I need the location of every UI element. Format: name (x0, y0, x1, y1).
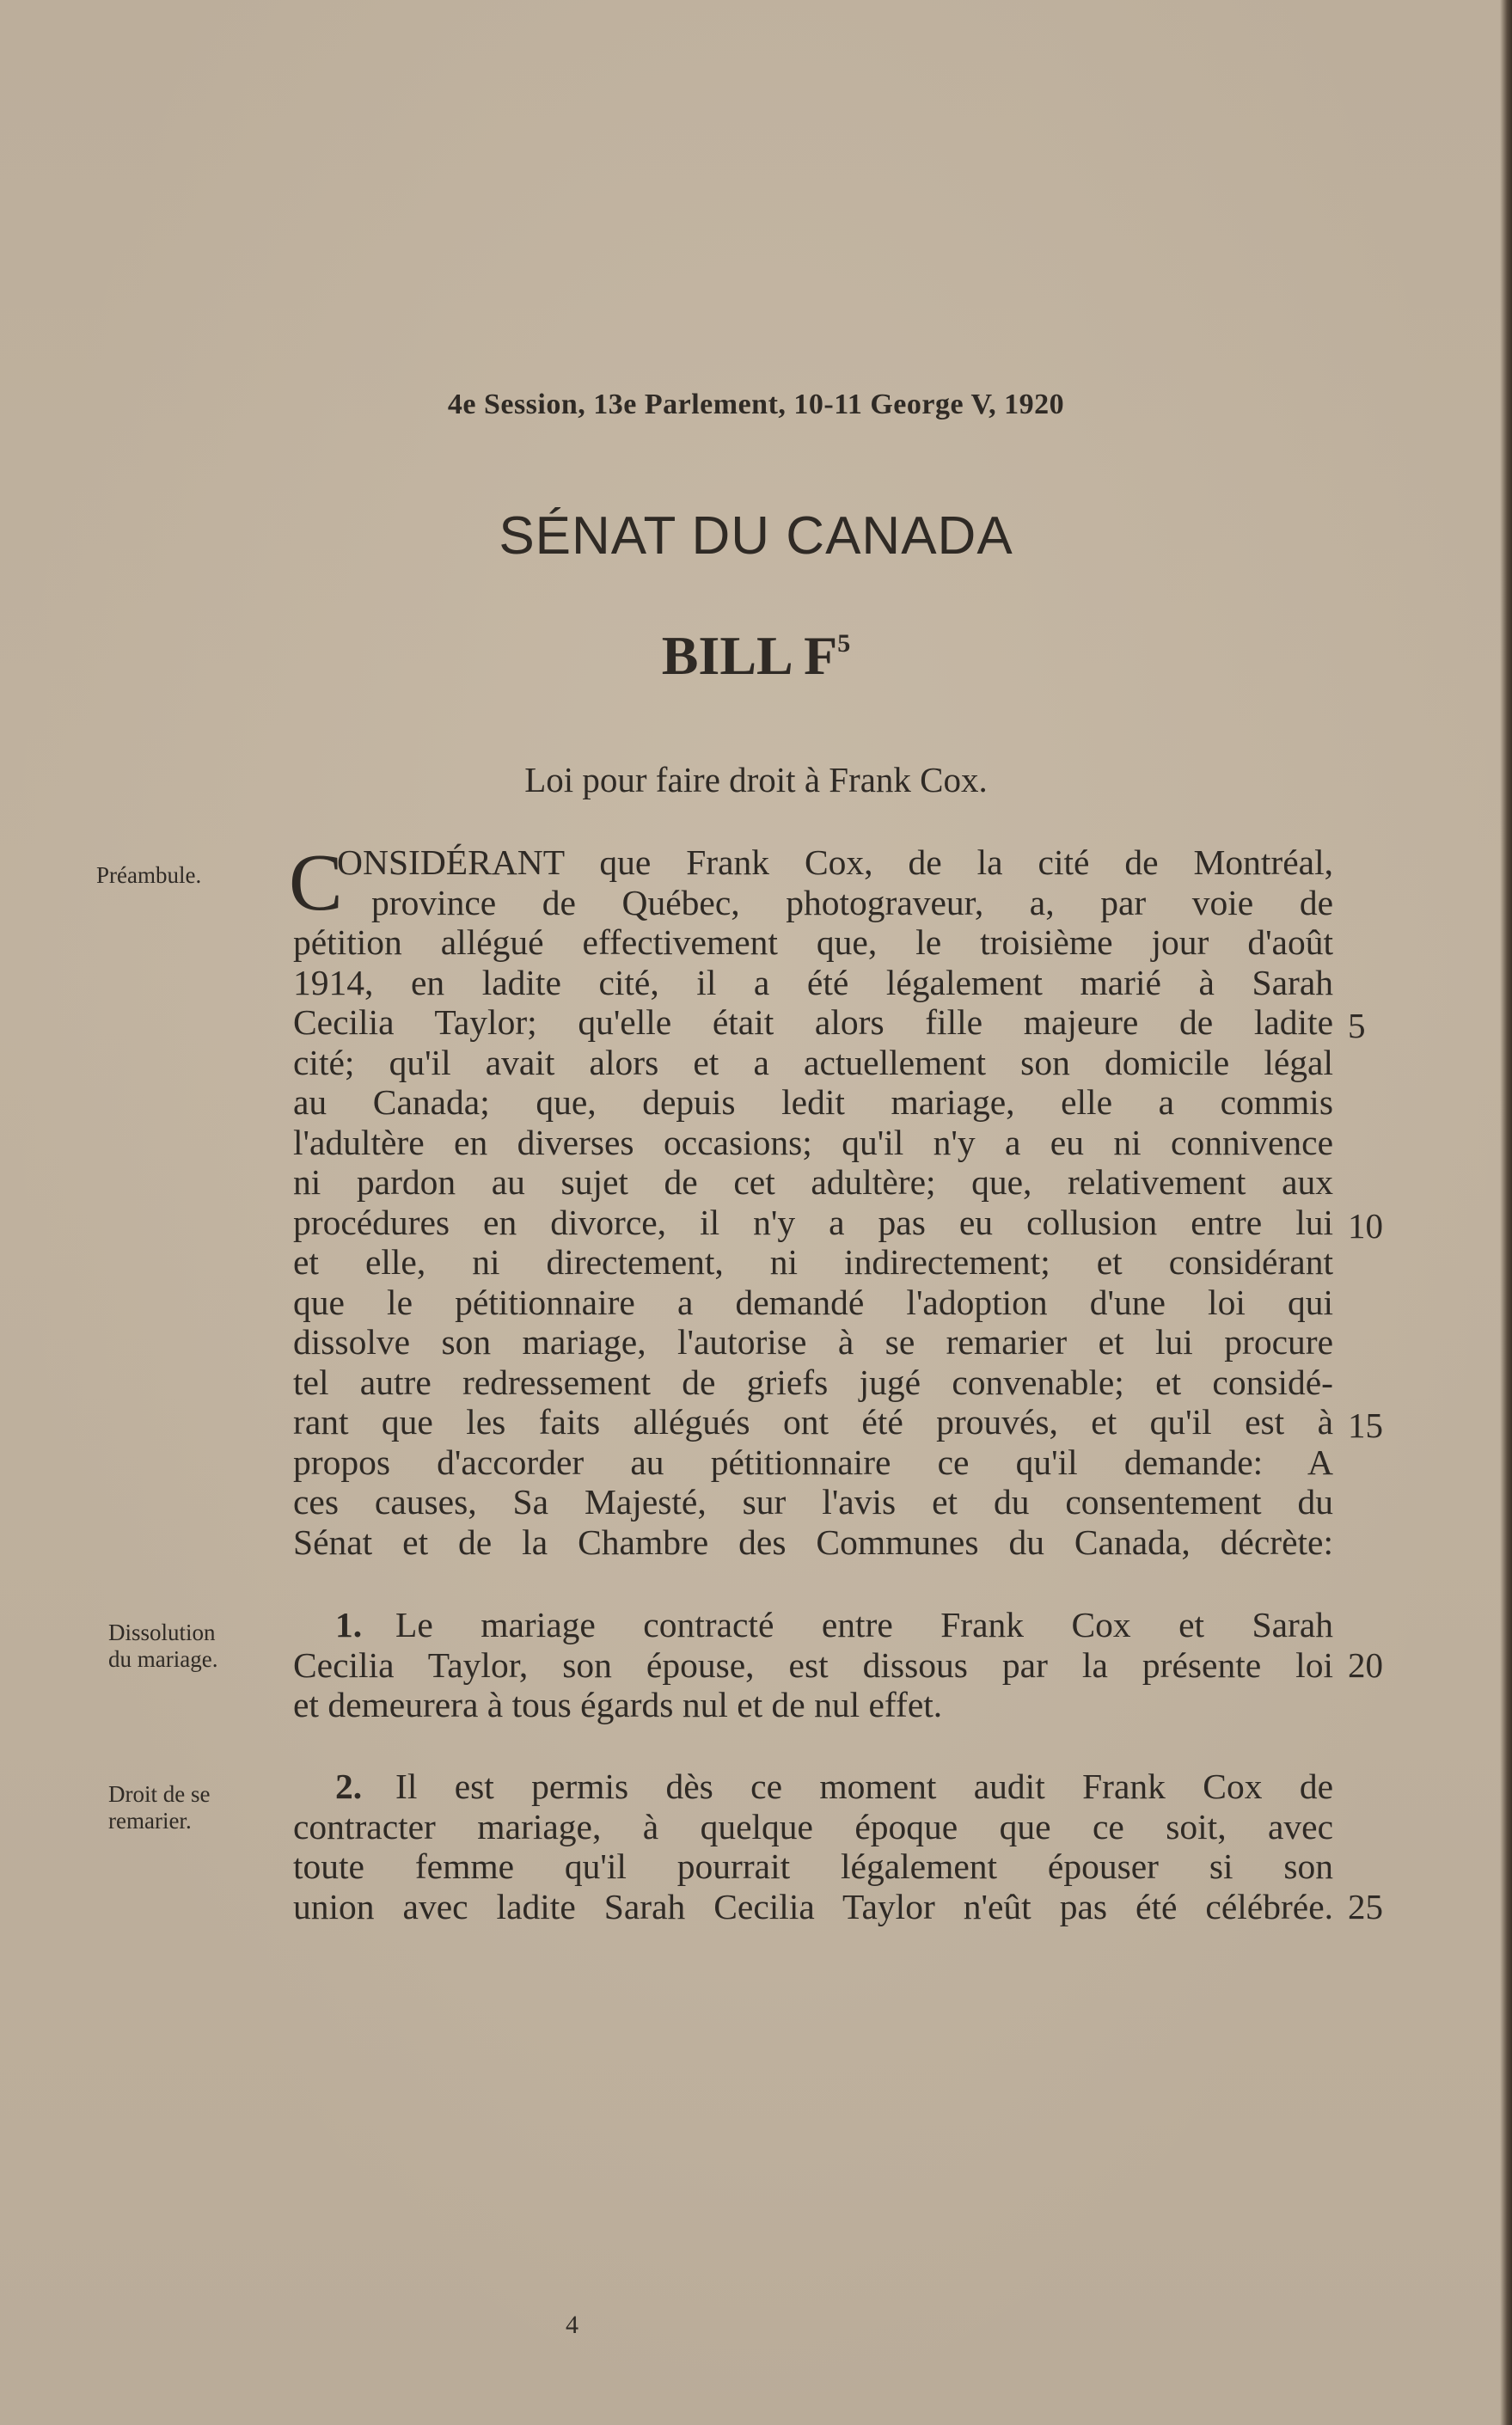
margin-note-remarry-2: remarier. (108, 1808, 192, 1834)
preamble-line: province de Québec, photograveur, a, par voie de (371, 883, 1333, 922)
preamble-line: l'adultère en diverses occasions; qu'il n'y a eu ni connivence (293, 1123, 1333, 1162)
section-1-line: Le mariage contracté entre Frank Cox et Sarah (395, 1605, 1333, 1644)
section-2-line: contracter mariage, à quelque époque que ce soit, avec (293, 1807, 1333, 1846)
preamble-line: tel autre redressement de griefs jugé convenable; et considé- (293, 1363, 1333, 1402)
section-2-line: union avec ladite Sarah Cecilia Taylor n'eût pas été célébrée. (293, 1887, 1333, 1926)
preamble-line: Sénat et de la Chambre des Communes du Canada, décrète: (293, 1522, 1333, 1562)
bill-title (0, 624, 1512, 688)
line-number-20: 20 (1348, 1645, 1383, 1685)
section-1-number: 1. (335, 1605, 363, 1644)
preamble-line: propos d'accorder au pétitionnaire ce qu'il demande: A (293, 1442, 1333, 1482)
preamble-line: ces causes, Sa Majesté, sur l'avis et du consentement du (293, 1482, 1333, 1522)
chamber-title: SÉNAT DU CANADA (499, 506, 1013, 566)
margin-note-preamble: Préambule. (96, 862, 202, 888)
line-number-5: 5 (1348, 1006, 1366, 1045)
line-number-10: 10 (1348, 1206, 1383, 1246)
preamble-line: au Canada; que, depuis ledit mariage, elle a commis (293, 1082, 1333, 1122)
preamble-line: cité; qu'il avait alors et a actuellement son domicile légal (293, 1043, 1333, 1082)
section-2-number: 2. (335, 1767, 363, 1806)
preamble-line: 1914, en ladite cité, il a été légalement marié à Sarah (293, 963, 1333, 1002)
preamble-line: procédures en divorce, il n'y a pas eu collusion entre lui (293, 1203, 1333, 1242)
preamble-dropcap: C (289, 838, 343, 928)
preamble-line: et elle, ni directement, ni indirectement; et considérant (293, 1242, 1333, 1282)
section-1-line: Cecilia Taylor, son épouse, est dissous par la présente loi (293, 1645, 1333, 1685)
bill-label: BILL F (661, 625, 838, 686)
preamble-line: rant que les faits allégués ont été prouvés, et qu'il est à (293, 1402, 1333, 1442)
session-header: 4e Session, 13e Parlement, 10-11 George V, 1920 (447, 389, 1065, 420)
preamble-line: ONSIDÉRANT que Frank Cox, de la cité de Montréal, (337, 842, 1333, 882)
preamble-line: pétition allégué effectivement que, le troisième jour d'août (293, 922, 1333, 962)
bill-superscript: 5 (837, 629, 851, 658)
binding-edge (1500, 0, 1512, 2425)
preamble-line: dissolve son mariage, l'autorise à se remarier et lui procure (293, 1322, 1333, 1362)
line-number-15: 15 (1348, 1405, 1383, 1445)
margin-note-remarry-1: Droit de se (108, 1781, 211, 1807)
section-2-line: toute femme qu'il pourrait légalement épouser si son (293, 1846, 1333, 1886)
section-1-line: et demeurera à tous égards nul et de nul effet. (293, 1685, 943, 1724)
page-number: 4 (566, 2311, 578, 2339)
margin-note-dissolution-1: Dissolution (108, 1620, 216, 1645)
preamble-line: Cecilia Taylor; qu'elle était alors fille majeure de ladite (293, 1002, 1333, 1042)
margin-note-dissolution-2: du mariage. (108, 1646, 218, 1672)
line-number-25: 25 (1348, 1887, 1383, 1926)
bill-subtitle: Loi pour faire droit à Frank Cox. (524, 760, 988, 799)
preamble-line: que le pétitionnaire a demandé l'adoption d'une loi qui (293, 1283, 1333, 1322)
section-2-line: Il est permis dès ce moment audit Frank Cox de (395, 1767, 1333, 1806)
preamble-line: ni pardon au sujet de cet adultère; que, relativement aux (293, 1162, 1333, 1202)
